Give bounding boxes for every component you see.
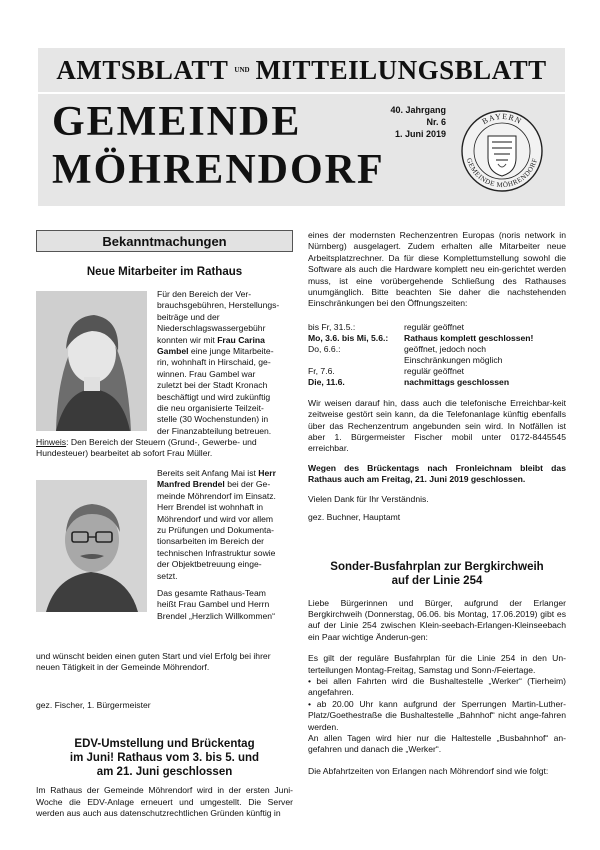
right-column [308, 230, 566, 777]
bus-paragraph-intro: Liebe Bürgerinnen und Bürger, aufgrund der Erlanger Bergkirchweih (Donnerstag, 06.06. bis Montag, 17.06.2019) gibt es auf der Linie 254 zwischen Klein-seebach-Erlangen-Kleinseebach ein Paar wichtige Änderun-gen: [308, 597, 566, 642]
edv-paragraph-1: Im Rathaus der Gemeinde Möhrendorf wird in der ersten Juni-Woche die EDV-Anlage erneuert und umgestellt. Die Server werden aus auch aus datenschutzrechtlichen Gründen künftig in [36, 785, 293, 819]
edv-paragraph-continued: eines der modernsten Rechenzentren Europas (noris network in Nürnberg) ausgelagert. Zudem erhalten alle Mitarbeiter neue Arbeitsplatzrechner. Da für diese Komplettumstellung sowohl die Software als auch die Hardware komplett neu ein-gerichtet werden muss, ist eine vorübergehende Schließung des Rathauses unumgänglich. Bitte beachten Sie daher die nachstehenden Einschränkungen bei den Öffnungszeiten: [308, 230, 566, 309]
issue-number: Nr. 6 [426, 117, 446, 127]
name-gambel: Gambel [157, 346, 189, 357]
schedule-row: Fr, 7.6. regulär geöffnet [308, 365, 465, 376]
photo-manfred-brendel [36, 480, 147, 612]
bus-paragraph-regular: Es gilt der reguläre Busfahrplan für die Linie 254 in den Un-terteilungen Montag-Freitag, Samstag und Sonn-/Feiertage. [308, 653, 566, 675]
schedule-row: Einschränkungen möglich [404, 354, 503, 365]
article-title-busfahrplan: Sonder-Busfahrplan zur Bergkirchweih auf der Linie 254 [330, 560, 544, 587]
masthead [38, 48, 565, 206]
masthead-divider [38, 92, 565, 94]
title-und: UND [234, 65, 250, 74]
section-header-bekanntmachungen: Bekanntmachungen [36, 230, 293, 252]
schedule-row: Die, 11.6. nachmittags geschlossen [308, 376, 510, 387]
masthead-ort: MÖHRENDORF [52, 147, 385, 193]
edv-paragraph-telephone: Wir weisen darauf hin, dass auch die telefonische Erreichbar-keit zeitweise gestört sein kann, da die Telefonanlage künftig ebenfalls über das Rechenzentrum angebunden sein wird. In Notfällen ist aber 1. Bürgermeister Fischer mobil unter 0172-8445545 erreichbar. [308, 397, 566, 454]
bus-bullet-werker: • bei allen Fahrten wird die Bushaltestelle „Werker“ (Tierheim) angefahren. [308, 675, 566, 698]
issue-jahrgang: 40. Jahrgang [390, 105, 446, 115]
title-mitteilungsblatt: MITTEILUNGSBLATT [255, 54, 547, 85]
name-manfred-brendel: Manfred Brendel [157, 479, 225, 490]
schedule-row: Mo, 3.6. bis Mi, 5.6.: Rathaus komplett geschlossen! [308, 332, 534, 343]
masthead-gemeinde: GEMEINDE [52, 99, 302, 145]
edv-thanks: Vielen Dank für Ihr Verständnis. [308, 493, 429, 504]
issue-info [368, 104, 446, 140]
issue-date: 1. Juni 2019 [394, 129, 446, 139]
name-carina: Frau Carina [217, 334, 265, 345]
bus-bullet-bahnhof: • ab 20.00 Uhr kann aufgrund der Sperrungen Martin-Luther-Platz/Goethestraße die Bushaltestelle „Bahnhof“ nicht ange-fahren werden. [308, 698, 566, 732]
signature-buchner: gez. Buchner, Hauptamt [308, 512, 401, 523]
welcome-paragraph-tail: und wünscht beiden einen guten Start und viel Erfolg bei ihrer neuen Tätigkeit in der Gemeinde Möhrendorf. [36, 651, 271, 673]
article-title-neue-mitarbeiter: Neue Mitarbeiter im Rathaus [86, 266, 243, 278]
seal-bottom-text: GEMEINDE MÖHRENDORF [464, 157, 540, 190]
bus-paragraph-abfahrt: Die Abfahrtzeiten von Erlangen nach Möhrendorf sind wie folgt: [308, 765, 549, 776]
hinweis-label: Hinweis [36, 437, 67, 447]
schedule-row: Do, 6.6.: geöffnet, jedoch noch [308, 343, 487, 354]
article-text-brendel: Bereits seit Anfang Mai ist Herr Manfred Brendel bei der Ge- meinde Möhrendorf im Einsatz. Herr Brendel ist wohnhaft in Möhrendorf und wird vor allem zu Prüfungen und Dokumenta- tionsarbeiten im Bereich der technischen Infrastruktur sowie der Objektbetreuung einge- setzt. Das gesamte Rathaus-Team heißt Frau Gambel und Herrn Brendel „Herzlich Willkommen“ [157, 468, 276, 621]
opening-hours-schedule [308, 322, 566, 388]
article-block-brendel [36, 468, 293, 676]
title-amtsblatt: AMTSBLATT [56, 54, 229, 85]
edv-paragraph-brueckentag: Wegen des Brückentags nach Fronleichnam bleibt das Rathaus auch am Freitag, 21. Juni 2019 geschlossen. [308, 462, 566, 485]
schedule-row: bis Fr, 31.5.: regulär geöffnet [308, 321, 465, 332]
article-title-edv: EDV-Umstellung und Brückentag im Juni! Rathaus vom 3. bis 5. und am 21. Juni geschlossen [69, 738, 260, 779]
seal-top-text: BAYERN [480, 111, 524, 127]
article-text-gambel: Für den Bereich der Ver- brauchsgebühren, Herstellungs- beiträge und der Niederschlagswassergebühr konnten wir mit Frau Carina Gambel eine junge Mitarbeite- rin, wohnhaft in Hirschaid, ge- winnen. Frau Gambel war zuletzt bei der Stadt Kronach beschäftigt und wird zukünftig die neu organisierte Teilzeit- stelle (30 Wochenstunden) in der Finanzabteilung betreuen. [157, 289, 280, 436]
hinweis-paragraph: Hinweis: Den Bereich der Steuern (Grund-, Gewerbe- und Hundesteuer) bearbeitet ab sofort Frau Müller. [36, 437, 257, 459]
name-herr: Herr [258, 468, 276, 478]
bus-note-busbahnhof: An allen Tagen wird hier nur die Haltestelle „Busbahnhof“ an-gefahren und danach die „Werker“. [308, 732, 566, 755]
masthead-title-line [38, 48, 565, 92]
signature-fischer: gez. Fischer, 1. Bürgermeister [36, 700, 151, 710]
municipal-seal-icon [452, 108, 552, 194]
photo-carina-gambel [36, 291, 147, 431]
left-column [36, 230, 293, 820]
